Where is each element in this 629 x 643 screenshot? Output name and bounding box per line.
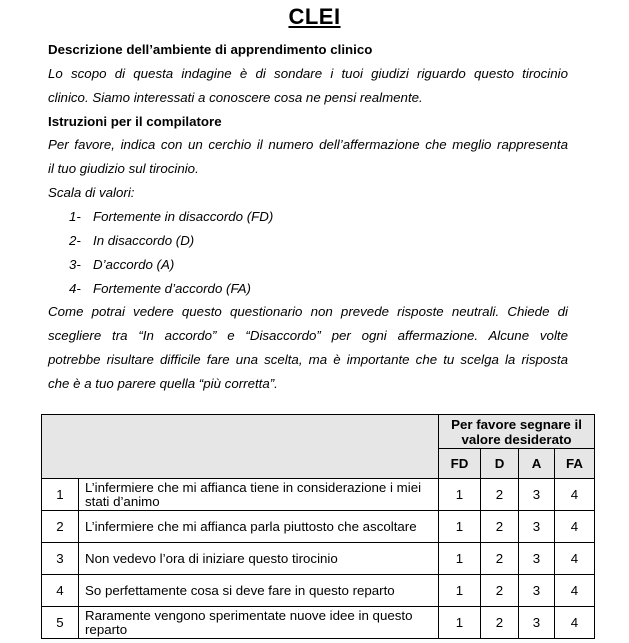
header-blank-cell (42, 415, 439, 479)
row-statement: So perfettamente cosa si deve fare in questo reparto (79, 575, 439, 607)
row-statement: Non vedevo l’ora di iniziare questo tirocinio (79, 543, 439, 575)
note-line: che è a tuo parere quella “più corretta”. (48, 376, 278, 391)
rating-option-a[interactable]: 3 (519, 575, 555, 607)
rating-option-a[interactable]: 3 (519, 479, 555, 511)
rating-option-fd[interactable]: 1 (439, 543, 481, 575)
instructions-heading: Istruzioni per il compilatore (48, 114, 222, 129)
row-number: 1 (42, 479, 79, 511)
scale-item-number: 1- (69, 209, 81, 224)
page-title: CLEI (288, 4, 341, 29)
row-statement: Raramente vengono sperimentate nuove idee in questo reparto (79, 607, 439, 639)
rating-option-d[interactable]: 2 (481, 543, 519, 575)
scale-item (69, 277, 251, 301)
rating-option-fd[interactable]: 1 (439, 479, 481, 511)
rating-option-d[interactable]: 2 (481, 479, 519, 511)
rating-option-a[interactable]: 3 (519, 607, 555, 639)
scale-item-label: In disaccordo (D) (93, 233, 195, 248)
rating-option-a[interactable]: 3 (519, 511, 555, 543)
scale-item (69, 229, 194, 253)
scale-item-number: 4- (69, 281, 81, 296)
scale-item-number: 3- (69, 257, 81, 272)
table-row (42, 479, 595, 511)
rating-option-d[interactable]: 2 (481, 575, 519, 607)
rating-option-d[interactable]: 2 (481, 511, 519, 543)
rating-option-fd[interactable]: 1 (439, 511, 481, 543)
description-heading: Descrizione dell’ambiente di apprendimento clinico (48, 42, 373, 57)
row-number: 5 (42, 607, 79, 639)
scale-item (69, 205, 273, 229)
rating-option-fa[interactable]: 4 (555, 575, 595, 607)
rating-option-fa[interactable]: 4 (555, 607, 595, 639)
header-group-label: Per favore segnare il valore desiderato (439, 415, 595, 449)
rating-option-fd[interactable]: 1 (439, 607, 481, 639)
table-row (42, 543, 595, 575)
row-number: 3 (42, 543, 79, 575)
rating-option-a[interactable]: 3 (519, 543, 555, 575)
row-number: 4 (42, 575, 79, 607)
description-line: clinico. Siamo interessati a conoscere cosa ne pensi realmente. (48, 90, 423, 105)
row-number: 2 (42, 511, 79, 543)
note-line: potrebbe risultare difficile fare una scelta, ma è importante che tu scelga la risposta (48, 352, 568, 367)
description-line: Lo scopo di questa indagine è di sondare i tuoi giudizi riguardo questo tirocinio (48, 66, 568, 81)
instructions-line: il tuo giudizio sul tirocinio. (48, 161, 199, 176)
scale-item-label: Fortemente d’accordo (FA) (93, 281, 251, 296)
rating-option-fa[interactable]: 4 (555, 543, 595, 575)
column-header-d: D (481, 449, 519, 479)
row-statement: L’infermiere che mi affianca parla piuttosto che ascoltare (79, 511, 439, 543)
scale-item-label: D’accordo (A) (93, 257, 175, 272)
scale-item-number: 2- (69, 233, 81, 248)
note-line: scegliere tra “In accordo” e “Disaccordo” per ogni affermazione. Alcune volte (48, 328, 568, 343)
column-header-a: A (519, 449, 555, 479)
rating-option-fd[interactable]: 1 (439, 575, 481, 607)
note-line: Come potrai vedere questo questionario non prevede risposte neutrali. Chiede di (48, 304, 568, 319)
instructions-line: Per favore, indica con un cerchio il numero dell’affermazione che meglio rappresenta (48, 137, 568, 152)
rating-option-d[interactable]: 2 (481, 607, 519, 639)
row-statement: L’infermiere che mi affianca tiene in considerazione i miei stati d’animo (79, 479, 439, 511)
rating-option-fa[interactable]: 4 (555, 479, 595, 511)
questionnaire-table (41, 414, 595, 639)
column-header-fd: FD (439, 449, 481, 479)
column-header-fa: FA (555, 449, 595, 479)
table-row (42, 511, 595, 543)
table-row (42, 575, 595, 607)
table-row (42, 607, 595, 639)
rating-option-fa[interactable]: 4 (555, 511, 595, 543)
scale-item-label: Fortemente in disaccordo (FD) (93, 209, 274, 224)
scale-item (69, 253, 174, 277)
scale-label: Scala di valori: (48, 185, 135, 200)
